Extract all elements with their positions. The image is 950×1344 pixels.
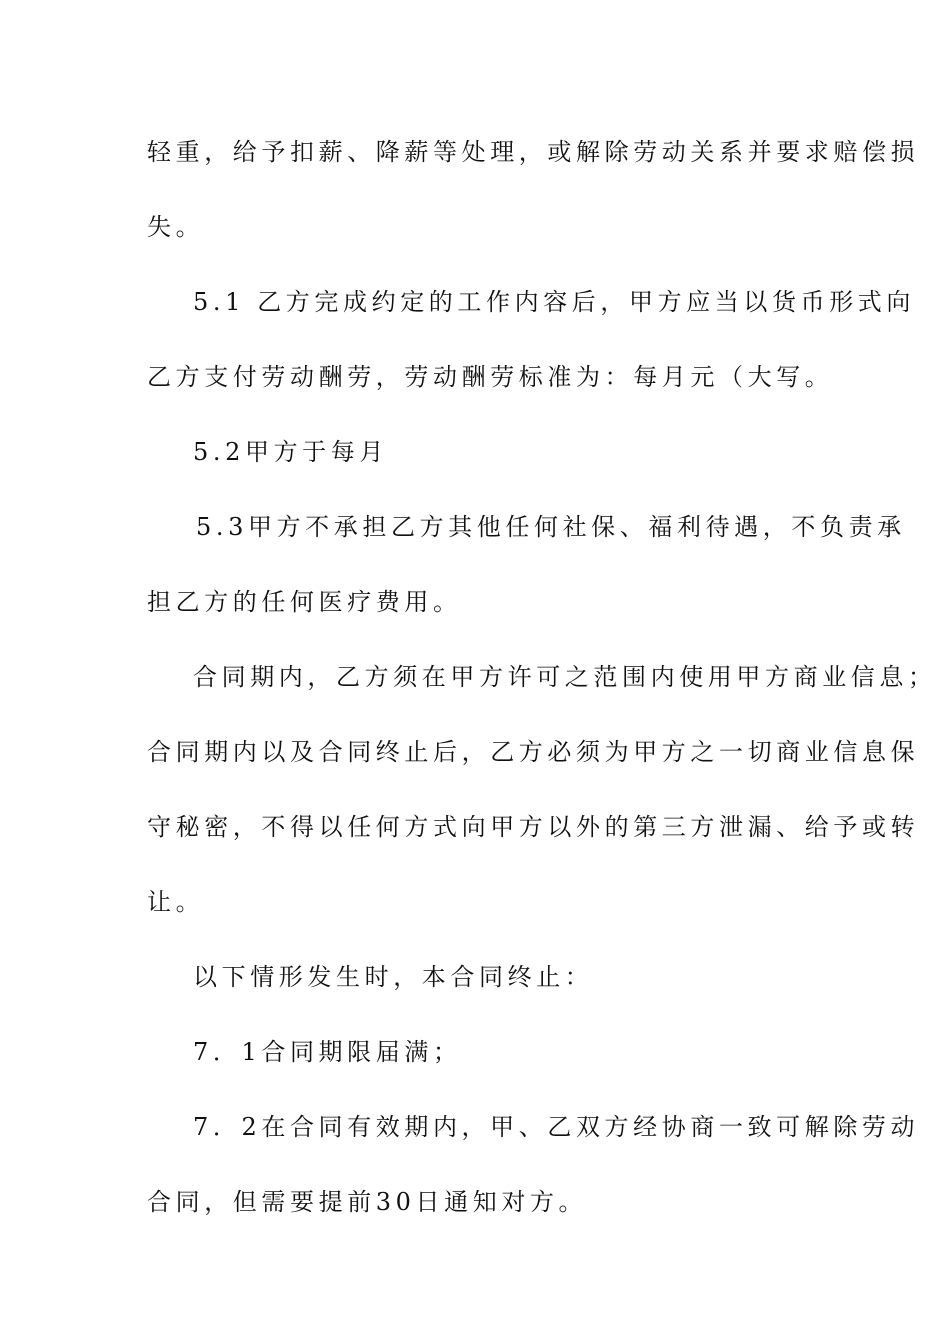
text-line: 担乙方的任何医疗费用。 [147, 588, 462, 616]
text-line: 守秘密，不得以任何方式向甲方以外的第三方泄漏、给予或转 [147, 813, 920, 841]
text-line: 合同期内以及合同终止后，乙方必须为甲方之一切商业信息保 [147, 738, 920, 766]
clause-5-1: 5.1 乙方完成约定的工作内容后，甲方应当以货币形式向 [193, 288, 915, 316]
text-line: 让。 [147, 888, 205, 916]
text-line: 乙方支付劳动酬劳，劳动酬劳标准为：每月元（大写。 [147, 363, 834, 391]
text-line: 轻重，给予扣薪、降薪等处理，或解除劳动关系并要求赔偿损 [147, 138, 920, 166]
text-line: 合同，但需要提前30日通知对方。 [147, 1188, 588, 1216]
clause-5-2: 5.2甲方于每月 [193, 438, 388, 466]
clause-7-2: 7．2在合同有效期内，甲、乙双方经协商一致可解除劳动 [193, 1113, 920, 1141]
text-line: 失。 [147, 213, 205, 241]
clause-7-1: 7．1合同期限届满； [193, 1038, 462, 1066]
confidentiality-paragraph: 合同期内，乙方须在甲方许可之范围内使用甲方商业信息； [193, 663, 937, 691]
termination-heading: 以下情形发生时，本合同终止： [193, 963, 594, 991]
clause-5-3: 5.3甲方不承担乙方其他任何社保、福利待遇，不负责承 [196, 513, 906, 541]
